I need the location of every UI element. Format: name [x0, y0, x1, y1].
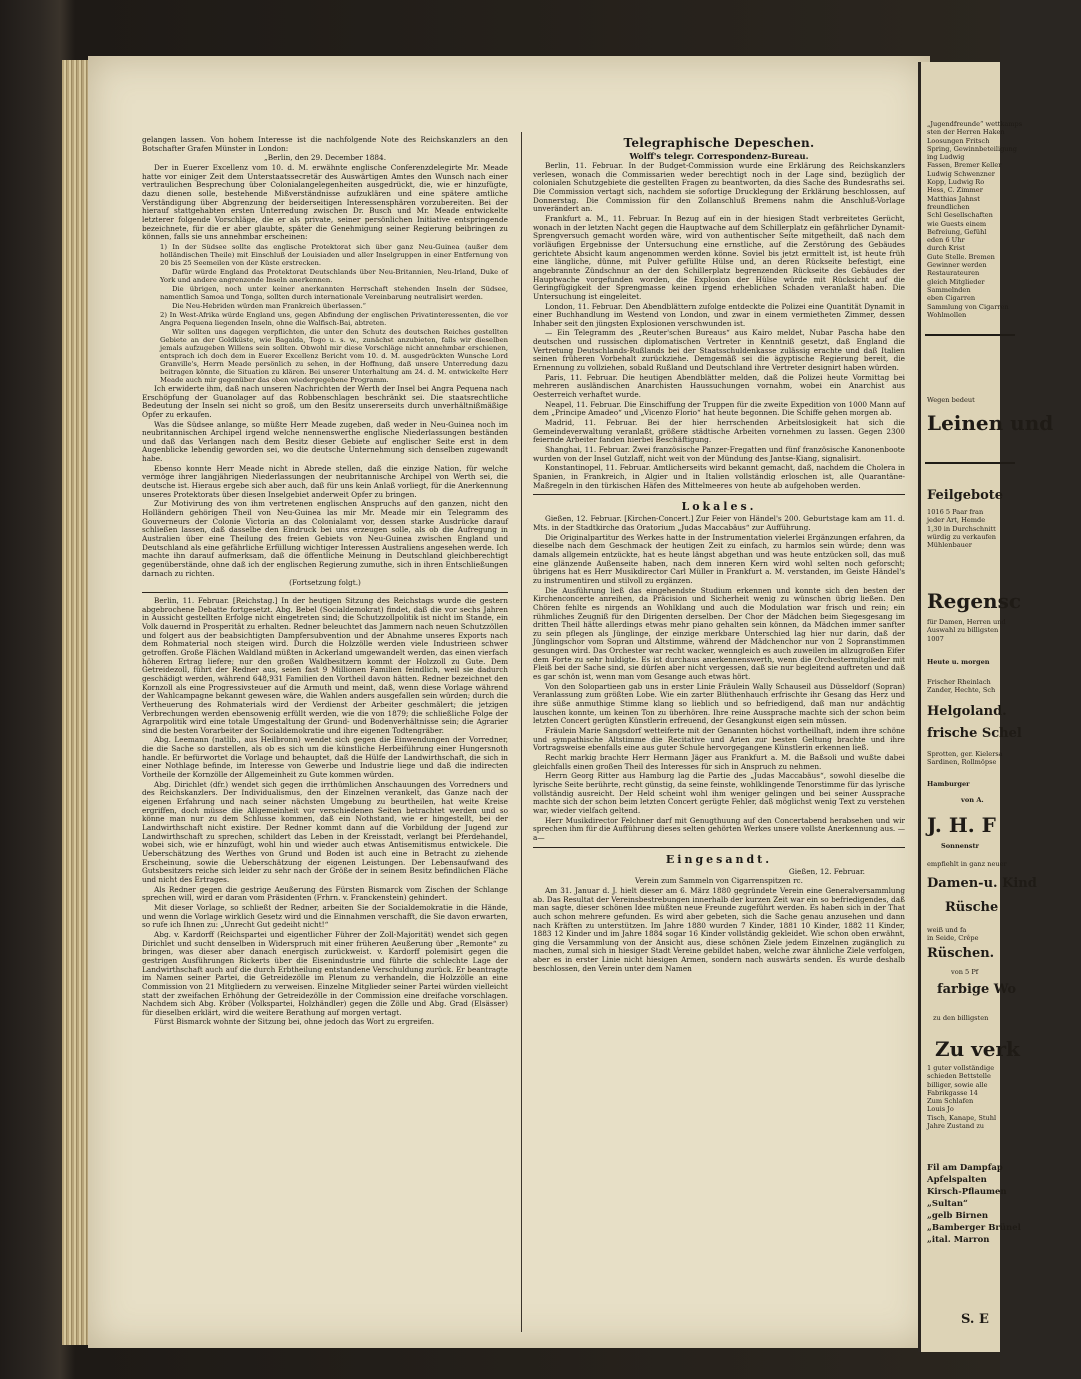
telegraph-heading: Telegraphische Depeschen. [623, 136, 815, 150]
lokales-paragraph: Die Ausführung ließ das eingehendste Studium erkennen und konnte sich den besten der Kirchenconcerte anreihen, da Präcision und Sicherheit wenig zu wünschen übrig ließen. Den Chören fehlte es nirgends an Wohlklang und auch die Modulation war frisch und rein; ein rühmliches Zeugniß für den Dirigenten derselben. Der Chor der Mädchen beim Siegesgesang im dritten Theil hätte allerdings etwas mehr piano gehalten sein können, da Mädchen immer sanfter zu sein pflegen als Jünglinge, der einzige merkbare Unterschied lag hier nur darin, daß der Jünglingschor vom Sopran und Altstimme, während der Mädchenchor nur von 2 Sopranstimmen gesungen wird. Das Orchester war recht wacker, wenngleich es auch zuweilen im allzugroßen Eifer dem Forte zu sehr huldigte. Es ist durchaus anerkennenswerth, wenn die Orchestermitglieder mit Fleiß bei der Sache sind, sie dürfen aber nicht vergessen, daß sie nur begleitend auftreten und daß es gar schön ist, wenn man vom Gesange auch etwas hört. [533, 585, 905, 682]
rule [925, 462, 1015, 464]
ad-headline: Feilgebote [927, 488, 1004, 503]
ad-headline: Rüsche [945, 900, 999, 915]
next-page-text: Hamburger [927, 780, 970, 788]
reichstag-paragraph: Abg. v. Kardorff (Reichspartei und eigentlicher Führer der Zoll-Majorität) wendet sich gegen Dirichlet und sucht denselben in Widerspruch mit einer früheren Aeußerung über „Remonte“ zu bringen, was dieser aber danach energisch zurückweist. v. Kardorff polemisirt gegen die gestrigen Ausführungen Rickerts über die Eisenindustrie und führte die schlechte Lage der Landwirthschaft auch auf die durch Erbtheilung entstandene Verschuldung zurück. Er beantragte im Namen seiner Partei, die Getreidezölle im Plenum zu verhandeln, die Holzzölle an eine Commission von 21 Mitgliedern zu verweisen. Einzelne Mitglieder seiner Partei würden vielleicht statt der zweifachen Erhöhung der Getreidezölle in der Commission eine dreifache vorschlagen. Nachdem sich Abg. Kröber (Volkspartei, Holzhändler) gegen die Zölle und Abg. Grad (Elsässer) für dieselben erklärt, wird die weitere Berathung auf morgen vertagt. [142, 929, 508, 1017]
next-page-text: 1 guter vollständige schieden Bettstelle billiger, sowie alle Fabrikgasse 14 Zum Schlafen Louis Jo Tisch, Kanape, Stuhl Jahre Zustand zu [927, 1064, 997, 1131]
next-page-text: Sprotten, ger. Kielersa Sardinen, Rollmöpse [927, 750, 1003, 767]
eingesandt-heading: Eingesandt. [665, 852, 773, 866]
reichstag-paragraph: Abg. Leemann (natlib., aus Heilbronn) wendet sich gegen die Einwendungen der Vorredner, die die Sache so darstellen, als ob es sich um die künstliche Herbeiführung einer Hungersnoth handle. Er befürwortet die Vorlage und behauptet, daß die Hülfe der Landwirthschaft, die sich in einer Nothlage befinde, im Interesse von Gewerbe und Industrie liege und daß die indirecten Vortheile der Kornzölle der Allgemeinheit zu Gute kommen würden. [142, 735, 508, 780]
next-page-text: „Jugendfreunde“ wettkamps sten der Herren Haken Loosungen Fritsch Spring, Gewinnbeteiligung ing Ludwig Fassen, Bremer Keller Ludwig Schwenzner Kopp, Ludwig Ro Hess, C. Zimmer Matthias Jahnst freundlichen Schl Gesellschaften wie Guests einem Befreiung, Gefühl eden 6 Uhr durch Krist Gute Stelle. Bremen Gewinner werden Restaurateuren gleich Mitglieder Sammelnden eben Cigarren Sammlung von Cigarren Wohlmollen [927, 120, 1023, 319]
dispatch: — Ein Telegramm des „Reuter'schen Bureaus“ aus Kairo meldet, Nubar Pascha habe den deutschen und russischen diplomatischen Vertreter in Kenntniß gesetzt, daß England die Vertretung Deutschlands-Rußlands bei der Staatsschuldenkasse zulässig erachte und daß Italien seinen früheren Vorbehalt zurückziehe. Demgemäß sei die ägyptische Regierung bereit, die Ernennung zu vollziehen, sobald Rußland und Deutschland ihre Vertreter designirt haben würden. [533, 328, 905, 373]
ad-headline: frische Schel [927, 726, 1022, 741]
right-column [533, 136, 905, 1326]
lokales-paragraph: Die Originalpartitur des Werkes hatte in der Instrumentation vielerlei Ergänzungen erfahren, da dieselbe nach dem Geschmack der heutigen Zeit zu einfach, zu harmlos sein würde; denn was damals allgemein entzückte, hat es heute längst abgethan und was heute entzücken soll, das muß eine glänzende Außenseite haben, nach dem inneren Kern wird wohl selten noch geforscht; übrigens hat es Herr Musikdirector Carl Müller in Frankfurt a. M. verstanden, im Geiste Händel's zu instrumentiren und stilvoll zu ergänzen. [533, 532, 905, 585]
dispatch: London, 11. Februar. Den Abendblättern zufolge entdeckte die Polizei eine Quantität Dynamit in einer Buchhandlung im Westend von London, und zwar in einem vermietheten Zimmer, dessen Inhaber seit den jüngsten Explosionen verschwunden ist. [533, 301, 905, 328]
ad-headline: Helgoland. [927, 704, 1007, 719]
section-rule [533, 847, 905, 848]
lokales-paragraph: Herr Musikdirector Felchner darf mit Genugthuung auf den Concertabend herabsehen und wir sprechen ihm für die Aufführung dieses selten gehörten Werkes unsere vollste Anerkennung aus. —a— [533, 815, 905, 842]
letter-dateline: „Berlin, den 29. December 1884. [263, 153, 387, 163]
reichstag-paragraph: Fürst Bismarck wohnte der Sitzung bei, ohne jedoch das Wort zu ergreifen. [154, 1017, 435, 1027]
proposal-item: Dafür würde England das Protektorat Deutschlands über Neu-Britannien, Neu-Irland, Duke of York und andere angrenzende Inseln anerkennen. [160, 267, 508, 284]
next-page-text: Heute u. morgen [927, 658, 990, 666]
lokales-paragraph: Herrn Georg Ritter aus Hamburg lag die Partie des „Judas Maccabäus“, sowohl dieselbe die lyrische Seite berührte, recht günstig, da seine feinste, wohlklingende Tenorstimme für das lyrische vollständig ausreicht. Der Held scheint wohl ihm weniger gelingen und bei seiner Aussprache machte sich der schon beim letzten Concert gerügte Fehler, daß möglichst wenig Text zu verstehen war, wieder vielfach geltend. [533, 771, 905, 815]
eingesandt-title: Verein zum Sammeln von Cigarrenspitzen rc. [635, 876, 803, 886]
next-page-text: Frischer Rheinlach Zander, Hechte, Sch [927, 678, 996, 695]
next-page-text: 1016 5 Paar fran jeder Art, Hemde 1,30 in Durchschnitt würdig zu verkaufen Mühlenbauer [927, 508, 997, 550]
letter-paragraph: Der in Euerer Excellenz vom 10. d. M. erwähnte englische Conferenzdelegirte Mr. Meade hatte vor einiger Zeit dem Unterstaatssecretär des Auswärtigen Amtes den Wunsch nach einer vertraulichen Besprechung über Colonialangelegenheiten ausgedrückt, die, wie er hinzufügte, dazu dienen solle, bestehende Mißverständnisse aufzuklären und eine spätere amtliche Verständigung über Abgrenzung der beiderseitigen Interessensphären vorzubereiten. Bei der hierauf stattgehabten ersten Unterredung zwischen Dr. Busch und Mr. Meade entwickelte letzterer folgende Vorschläge, die er als private, seiner persönlichen Initiative entspringende bezeichnete, für die er aber glaubte, später die Genehmigung seiner Regierung beibringen zu können, falls sie uns annehmbar erscheinen: [142, 162, 508, 242]
next-page-text: Sonnenstr [941, 842, 979, 850]
ad-headline: Regensc [927, 589, 1022, 613]
newspaper-page [88, 56, 930, 1348]
continuation-note: (Fortsetzung folgt.) [289, 578, 361, 588]
proposal-item: Die übrigen, noch unter keiner anerkannten Herrschaft stehenden Inseln der Südsee, namentlich Samoa und Tonga, sollten durch internationale Vereinbarung neutralisirt werden. [160, 284, 508, 301]
letter-paragraph: Ebenso konnte Herr Meade nicht in Abrede stellen, daß die einzige Nation, für welche vermöge ihrer langjährigen Niederlassungen der neubritannische Archipel von Werth sei, die deutsche ist. Hieraus ergebe sich aber auch, daß für uns kein Anlaß vorliegt, für die Anerkennung unseres Protektorats über diesen Inselgebiet anderweit Opfer zu bringen. [142, 463, 508, 499]
dispatch: Berlin, 11. Februar. In der Budget-Commission wurde eine Erklärung des Reichskanzlers verlesen, wonach die Commissarien weder berechtigt noch in der Lage sind, bezüglich der colonialen Schutzgebiete die gestellten Fragen zu beantworten, da dies Sache des Bundesraths sei. Die Commission vertagt sich, nachdem sie sofortige Drucklegung der Erklärung beschlossen, auf Donnerstag. Die Commission für den Zollanschluß Bremens nahm die Anschluß-Vorlage unverändert an. [533, 161, 905, 214]
next-page-text: Fil am Dampfap Apfelspalten Kirsch-Pflaumen „Sultan“ „gelb Birnen „Bamberger Brünel „ital. Marron [927, 1163, 1021, 1245]
letter-paragraph: Zur Motivirung des von ihm vertretenen englischen Anspruchs auf den ganzen, nicht den Holländern gehörigen Theil von Neu-Guinea las mir Mr. Meade mir ein Telegramm des Gouverneurs der Colonie Victoria an das Colonialamt vor, dessen starke Ausdrücke darauf schließen lassen, daß dasselbe den Eindruck bei uns erzeugen solle, als ob die Aufregung in Australien über eine Theilung des freien Gebiets von Neu-Guinea zwischen England und Deutschland als eine gefährliche Erfüllung wichtiger Interessen Australiens angesehen werde. Ich machte ihn darauf aufmerksam, daß die öffentliche Meinung in Deutschland gleichberechtigt gegenüberstände, ohne daß ich der englischen Regierung zumuthe, sich in ihren Entschließungen darnach zu richten. [142, 499, 508, 578]
ad-headline: J. H. F [927, 813, 996, 837]
eingesandt-paragraph: Am 31. Januar d. J. hielt dieser am 6. März 1880 gegründete Verein eine Generalversammlung ab. Das Resultat der Vereinsbestrebungen innerhalb der kurzen Zeit war ein so befriedigendes, daß man sagte, dieser schönen Idee müßten neue Freunde zugeführt werden. Es haben sich in der That auch schon mehrere gefunden. Es wird aber gebeten, sich die Sache genau anzusehen und dann nach Kräften zu unterstützen. Im Jahre 1880 wurden 7 Kinder, 1881 10 Kinder, 1882 11 Kinder, 1883 12 Kinder und im Jahre 1884 sogar 16 Kinder vollständig gekleidet. Wie schon oben erwähnt, ging die Versammlung von der Ansicht aus, diese schönen Ziele jedem Einzelnen zugänglich zu machen, zumal sich in hiesiger Stadt Vereine gebildet haben, welche zwar ähnliche Ziele verfolgen, aber es in erster Linie nicht hiesigen Armen, sondern nach auswärts senden. Es wurde deshalb beschlossen, den Verein unter dem Namen [533, 885, 905, 973]
lokales-paragraph: Von den Solopartieen gab uns in erster Linie Fräulein Wally Schauseil aus Düsseldorf (Sopran) Veranlassung zum größten Lobe. Wie ein zarter Blüthenhauch erfrischte ihr Gesang das Herz und ihre süße anmuthige Stimme klang so lieblich und so befriedigend, daß man nur andächtig lauschen konnte, um keinen Ton zu überhören. Ihre reine Aussprache machte sich der schon beim letzten Concert gerügten Künstlerin erfreuend, der Gesangkunst eigen sein müssen. [533, 681, 905, 726]
dispatch: Shanghai, 11. Februar. Zwei französische Panzer-Fregatten und fünf französische Kanonenboote wurden von der Insel Gutzlaff, nicht weit von der Mündung des Jantse-Kiang, signalisirt. [533, 445, 905, 463]
proposal-item: Die Neu-Hebriden würden man Frankreich überlassen.“ [172, 301, 367, 310]
reichstag-paragraph: Als Redner gegen die gestrige Aeußerung des Fürsten Bismarck vom Zischen der Schlange sprechen will, wird er daran vom Präsidenten (Frhrn. v. Franckenstein) gehindert. [142, 884, 508, 903]
lokales-paragraph: Fräulein Marie Sangsdorf wetteiferte mit der Genannten höchst vortheilhaft, indem ihre schöne und sympathische Altstimme die Recitative und Arien zur besten Geltung brachte und ihre Vortragsweise ebenfalls eine aus guter Schule hervorgegangene Künstlerin erkennen ließ. [533, 726, 905, 753]
ad-headline: Rüschen. [927, 946, 995, 961]
ad-headline: S. E [961, 1312, 989, 1327]
reichstag-paragraph: Mit dieser Vorlage, so schließt der Redner, arbeiten Sie der Socialdemokratie in die Hände, und wenn die Vorlage wirklich Gesetz wird und die Einnahmen verschafft, die Sie davon erwarten, so rufe ich Ihnen zu: „Unrecht Gut gedeiht nicht!“ [142, 902, 508, 930]
lokales-paragraph: Recht markig brachte Herr Hermann Jäger aus Frankfurt a. M. die Baßsoli und wußte dabei gleichfalls einen großen Theil des Interesses für sich in Anspruch zu nehmen. [533, 753, 905, 771]
rule [925, 334, 1015, 336]
letter-paragraph: Ich erwiderte ihm, daß nach unseren Nachrichten der Werth der Insel bei Angra Pequena nach Erschöpfung der Guanolager auf das Robbenschlagen beschränkt sei. Die staatsrechtliche Bedeutung der Inseln sei nicht so groß, um den Besitz unsererseits durch unverhältnißmäßige Opfer zu erkaufen. [142, 383, 508, 419]
next-page-text: zu den billigsten [933, 1014, 989, 1022]
next-page-text: für Damen, Herren und Auswahl zu billigsten 1007 [927, 618, 1006, 643]
dispatch: Paris, 11. Februar. Die heutigen Abendblätter melden, daß die Polizei heute Vormittag bei mehreren ausländischen Anarchisten Haussuchungen vornahm, wobei ein Anarchist aus Oesterreich verhaftet wurde. [533, 372, 905, 400]
ad-headline: Leinen und [927, 411, 1054, 435]
telegraph-subheading: Wolff's telegr. Correspondenz-Bureau. [629, 151, 809, 161]
dispatch: Neapel, 11. Februar. Die Einschiffung der Truppen für die zweite Expedition von 1000 Mann auf dem „Principe Amadeo“ und „Vicenzo Florio“ hat heute begonnen. Die Schiffe gehen morgen ab. [533, 399, 905, 418]
dispatch: Konstantinopel, 11. Februar. Amtlicherseits wird bekannt gemacht, daß, nachdem die Cholera in Spanien, in Frankreich, in Algier und in Italien vollständig erloschen ist, alle Quarantäne-Maßregeln in den türkischen Häfen des Mittelmeeres von heute ab aufgehoben werden. [533, 463, 905, 490]
ad-headline: farbige Wo [937, 982, 1016, 997]
reichstag-paragraph: Berlin, 11. Februar. [Reichstag.] In der heutigen Sitzung des Reichstags wurde die gestern abgebrochene Debatte fortgesetzt. Abg. Bebel (Socialdemokrat) findet, daß die vor sechs Jahren in Aussicht gestellten Erfolge nicht eingetreten sind; die Schutzzollpolitik ist nicht im Stande, ein Volk dauernd in Prosperität zu erhalten. Redner beleuchtet das Jammern nach neuen Schutzzöllen und folgert aus der beabsichtigten Dampfersubvention und der Abnahme unseres Exports nach dem Rohmaterial noch steigen wird. Durch die Holzzölle werden viele Industrieen schwer getroffen. Große Flächen Waldland müßten in Ackerland umgewandelt werden, das einen vierfach höheren Ertrag liefere; nur den großen Waldbesitzern kommt der Holzzoll zu Gute. Dem Getreidezoll, führt der Redner aus, seien fast 9 Millionen Familien feindlich, weil sie dadurch geschädigt werden, während 648,931 Familien den Vortheil davon hätten. Redner bezeichnet den Kornzoll als eine Progressivsteuer auf die Armuth und meint, daß, wenn diese Vorlage während der Wahlcampagne bekannt gewesen wäre, die Wahlen anders ausgefallen sein würden; durch die Vertheuerung des Rohmaterials wird der Verdienst der Arbeiter geschmälert; die jetzigen Verbrechungen werden ebensowenig erfüllt werden, wie die von 1879; die schließliche Folge der Agrarpolitik wird eine totale Umgestaltung der Grund- und Bodenverhältnisse sein; die Agrarier sind die besten Vorarbeiter der Socialdemokratie und ihre eigenen Todtengräber. [142, 595, 508, 735]
lokales-paragraph: Gießen, 12. Februar. [Kirchen-Concert.] Zur Feier von Händel's 200. Geburtstage kam am 11. d. Mts. in der Stadtkirche das Oratorium „Judas Maccabäus“ zur Aufführung. [533, 514, 905, 532]
dispatch: Frankfurt a. M., 11. Februar. In Bezug auf ein in der hiesigen Stadt verbreitetes Gerücht, wonach in der letzten Nacht gegen die Hauptwache auf dem Schillerplatz ein gefährlicher Dynamit-Sprengversuch gemacht worden wäre, wird von authentischer Seite mitgetheilt, daß nach dem vorläufigen Ergebnisse der Untersuchung eine ernstliche, auf die Zerstörung des Gebäudes gerichtete Absicht kaum angenommen werden könne. Soviel bis jetzt ermittelt ist, ist heute früh eine längliche, dünne, mit Pulver gefüllte Hülse und, an deren Rückseite befestigt, eine angebrannte Zündschnur an der den Schillerplatz begrenzenden Rückseite des Gebäudes der Hauptwache vorgefunden worden, die Explosion der Hülse würde mit Rücksicht auf die Geringfügigkeit der Sprengmasse keinen irgend erheblichen Schaden veranlaßt haben. Die Untersuchung ist eingeleitet. [533, 213, 905, 301]
lokales-heading: Lokales. [681, 500, 757, 514]
next-page-text: Wegen bedeut [927, 396, 975, 404]
left-column [142, 136, 508, 1326]
proposal-item: 1) In der Südsee sollte das englische Protektorat sich über ganz Neu-Guinea (außer dem holländischen Theile) mit Einschluß der Louisiaden und aller Inselgruppen in einer Entfernung von 20 bis 25 Seemeilen von der Küste erstrecken. [160, 242, 508, 267]
proposal-item: Wir sollten uns dagegen verpflichten, die unter den Schutz des deutschen Reiches gestellten Gebiete an der Goldküste, wie Bagaida, Togo u. s. w., zunächst anzubieten, falls wir dieselben jemals aufzugeben Willens sein sollten. Obwohl mir diese Vorschläge nicht annehmbar erschienen, entsprach ich doch dem in Euerer Excellenz Bericht vom 10. d. M. ausgedrückten Wunsche Lord Granville's, Herrn Meade persönlich zu sehen, in der Hoffnung, daß unsere Unterredung dazu beitragen könnte, die Situation zu klären. Bei unserer Unterhaltung am 24. d. M. entwickelte Herr Meade auch mir gegenüber das oben wiedergegebene Programm. [160, 327, 508, 384]
reichstag-paragraph: Abg. Dirichlet (dfr.) wendet sich gegen die irrthümlichen Anschauungen des Vorredners und des Reichskanzlers. Der Individualismus, den der Einzelnen verankelt, das Ganze nach der eigenen Erfahrung und nach seiner nächsten Umgebung zu beurtheilen, hat weite Kreise ergriffen, doch müsse die Allgemeinheit vor verschiedenen Seiten betrachtet werden und so könne man nur zu dem Schlusse kommen, daß ein Nothstand, wie er hingestellt, bei der Landwirthschaft nicht existire. Der Redner kommt dann auf die Vorbildung der Jugend zur Landwirthschaft zu sprechen, schildert das Leben in der Kreisstadt, verlangt bei Pferdehandel, wobei sich, wie er hinzufügt, wohl hin und wieder auch etwas Antisemitismus entwickele. Die Ueberschätzung des Werthes von Grund und Boden ist auch eine in Betracht zu ziehende Erscheinung, sowie die Ueberschätzung der eigenen Leistungen. Der Lebensaufwand des Gutsbesitzers reiche sich leider zu sehr nach der Größe der in seinem Besitz befindlichen Fläche und nicht des Ertrages. [142, 779, 508, 884]
letter-paragraph: Was die Südsee anlange, so müßte Herr Meade zugeben, daß weder in Neu-Guinea noch im neubritannischen Archipel irgend welche nennenswerthe englische Niederlassungen beständen und daß das Verlangen nach dem Besitz dieser Gebiete auf englischer Seite erst in dem Augenblicke lebendig geworden sei, wo die deutsche Unternehmung sich denselben zugewandt habe. [142, 419, 508, 464]
ad-headline: Damen-u. Kind [927, 876, 1037, 891]
section-rule [533, 494, 905, 495]
column-divider [521, 132, 522, 1332]
next-page-text: empfiehlt in ganz neuer [927, 860, 1007, 868]
ad-headline: Zu verk [935, 1037, 1020, 1061]
section-rule [142, 592, 508, 593]
next-page-text: von 5 Pf [951, 968, 979, 976]
intro-paragraph: gelangen lassen. Von hohem Interesse ist die nachfolgende Note des Reichskanzlers an den Botschafter Grafen Münster in London: [142, 135, 508, 153]
dispatch: Madrid, 11. Februar. Bei der hier herrschenden Arbeitslosigkeit hat sich die Gemeindeverwaltung veranlaßt, größere städtische Arbeiten vornehmen zu lassen. Gegen 2300 feiernde Arbeiter fanden hierbei Beschäftigung. [533, 418, 905, 445]
next-page-text: weiß und fa in Seide, Crêpe [927, 926, 979, 943]
proposal-item: 2) In West-Afrika würde England uns, gegen Abfindung der englischen Privatinteressenten, die vor Angra Pequena liegenden Inseln, ohne die Walfisch-Bai, abtreten. [160, 310, 508, 327]
next-page-text: von A. [961, 796, 984, 804]
stacked-page-edges [62, 60, 90, 1345]
next-page-edge [918, 62, 1054, 1352]
eingesandt-place: Gießen, 12. Februar. [788, 866, 865, 876]
